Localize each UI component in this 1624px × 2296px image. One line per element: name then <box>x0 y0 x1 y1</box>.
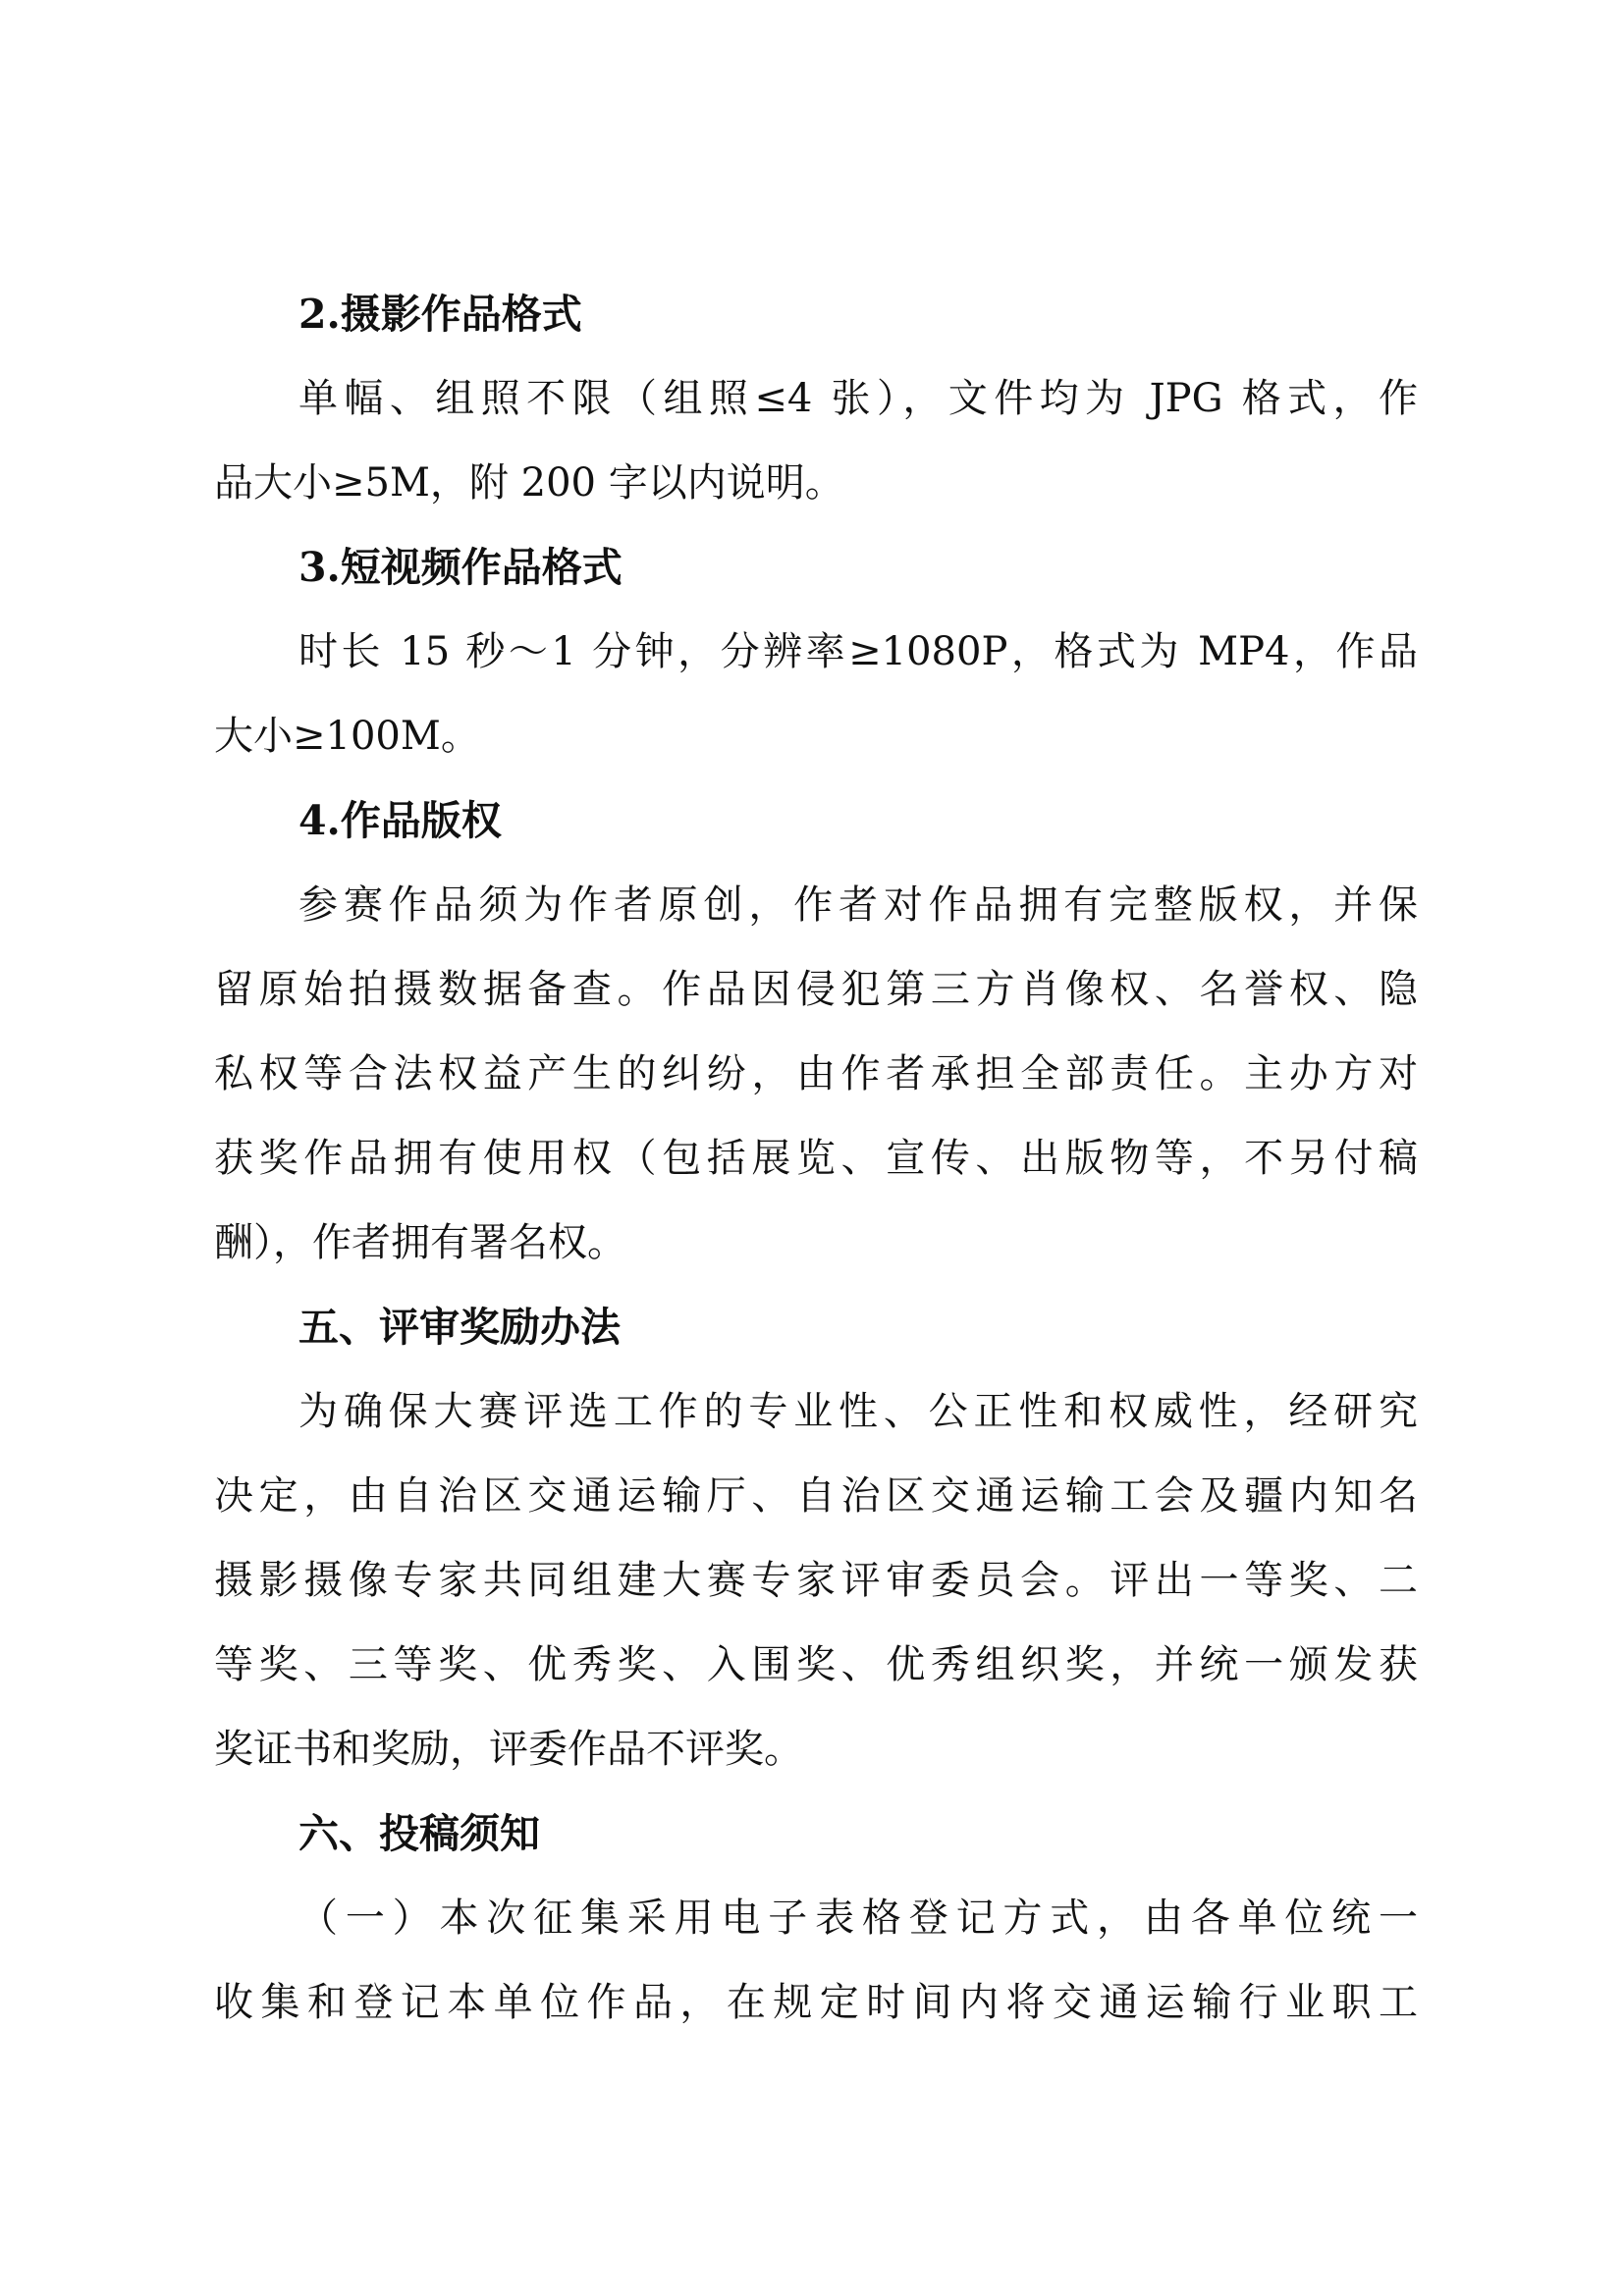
paragraph-line: 收集和登记本单位作品，在规定时间内将交通运输行业职工 <box>214 1980 1418 2025</box>
section-heading: 2.摄影作品格式 <box>298 291 582 338</box>
section-photo-format <box>214 285 1418 538</box>
paragraph-line: 摄影摄像专家共同组建大赛专家评审委员会。评出一等奖、二 <box>214 1558 1418 1603</box>
paragraph-line: 决定，由自治区交通运输厅、自治区交通运输工会及疆内知名 <box>214 1473 1418 1519</box>
paragraph-line: 酬），作者拥有署名权。 <box>214 1220 626 1265</box>
section-judging-awards <box>214 1298 1418 1804</box>
section-submission-notes <box>214 1804 1418 2057</box>
section-copyright <box>214 791 1418 1298</box>
paragraph-line: 留原始拍摄数据备查。作品因侵犯第三方肖像权、名誉权、隐 <box>214 967 1418 1012</box>
section-video-format <box>214 538 1418 791</box>
paragraph-line: 单幅、组照不限（组照≤4 张），文件均为 JPG 格式，作 <box>298 376 1418 421</box>
paragraph-line: 奖证书和奖励，评委作品不评奖。 <box>214 1727 803 1772</box>
paragraph-line: 时长 15 秒～1 分钟，分辨率≥1080P，格式为 MP4，作品 <box>298 629 1418 674</box>
paragraph-line: 参赛作品须为作者原创，作者对作品拥有完整版权，并保 <box>298 882 1418 928</box>
section-heading: 六、投稿须知 <box>298 1810 540 1857</box>
paragraph-line: （一）本次征集采用电子表格登记方式，由各单位统一 <box>298 1896 1418 1941</box>
paragraph-line: 等奖、三等奖、优秀奖、入围奖、优秀组织奖，并统一颁发获 <box>214 1642 1418 1687</box>
paragraph-line: 品大小≥5M，附 200 字以内说明。 <box>214 460 844 506</box>
paragraph-line: 私权等合法权益产生的纠纷，由作者承担全部责任。主办方对 <box>214 1051 1418 1096</box>
paragraph-line: 为确保大赛评选工作的专业性、公正性和权威性，经研究 <box>298 1389 1418 1434</box>
section-heading: 五、评审奖励办法 <box>298 1304 621 1351</box>
paragraph-line: 大小≥100M。 <box>214 714 480 759</box>
document-page <box>214 285 1418 2057</box>
paragraph-line: 获奖作品拥有使用权（包括展览、宣传、出版物等，不另付稿 <box>214 1136 1418 1181</box>
section-heading: 3.短视频作品格式 <box>298 544 623 591</box>
section-heading: 4.作品版权 <box>298 797 502 844</box>
